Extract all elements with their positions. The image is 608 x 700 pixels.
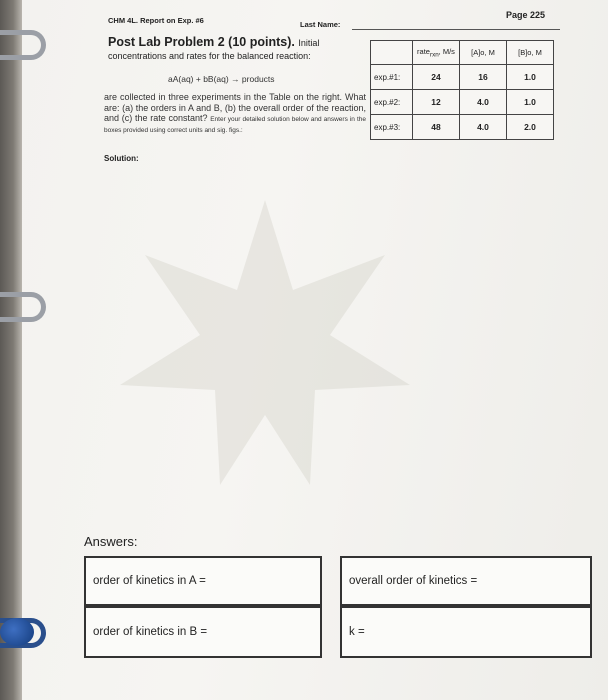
a-conc-cell: 4.0 (460, 115, 507, 140)
rate-constant-label: k = (349, 626, 365, 638)
description-text: are collected in three experiments in the Table on the right. What are: (a) the orders in A and B, (b) the overall order of the reaction, and (c) the rate constant? (104, 92, 366, 123)
row-label: exp.#3: (371, 115, 413, 140)
a-conc-cell: 16 (460, 65, 507, 90)
problem-title-bold: Post Lab Problem 2 (10 points). (108, 35, 295, 49)
b-conc-cell: 2.0 (507, 115, 554, 140)
problem-title (108, 36, 366, 62)
order-a-label: order of kinetics in A = (93, 575, 206, 587)
row-label: exp.#1: (371, 65, 413, 90)
table-row (371, 115, 554, 140)
b-conc-cell: 1.0 (507, 65, 554, 90)
course-header: CHM 4L. Report on Exp. #6 (108, 16, 204, 25)
binder-ring-middle (0, 292, 46, 322)
a-conc-cell: 4.0 (460, 90, 507, 115)
rate-header: rate$_{rxn}$, M/s (413, 41, 460, 65)
solution-label: Solution: (104, 154, 139, 163)
order-b-answer-box[interactable] (84, 606, 322, 658)
star-watermark (115, 195, 415, 495)
binder-ring-knob (0, 618, 34, 646)
last-name-label: Last Name: (300, 20, 341, 29)
rate-cell: 12 (413, 90, 460, 115)
last-name-line (352, 29, 560, 30)
overall-order-label: overall order of kinetics = (349, 575, 478, 587)
b-conc-header: [B]o, M (507, 41, 554, 65)
problem-description (104, 92, 366, 135)
binder-edge (0, 0, 22, 700)
a-conc-header: [A]o, M (460, 41, 507, 65)
rate-constant-answer-box[interactable] (340, 606, 592, 658)
b-conc-cell: 1.0 (507, 90, 554, 115)
data-table (370, 40, 554, 140)
order-a-answer-box[interactable] (84, 556, 322, 606)
rate-cell: 24 (413, 65, 460, 90)
empty-header-cell (371, 41, 413, 65)
overall-order-answer-box[interactable] (340, 556, 592, 606)
instructions-text: Enter your detailed solution below and answers in the boxes provided using correct units and sig. figs.: (104, 116, 366, 134)
table-header-row (371, 41, 554, 65)
problem-title-rest: Initial concentrations and rates for the balanced reaction: (108, 38, 320, 61)
row-label: exp.#2: (371, 90, 413, 115)
order-b-label: order of kinetics in B = (93, 626, 208, 638)
binder-ring-top (0, 30, 46, 60)
table-row (371, 90, 554, 115)
reaction-equation: aA(aq) + bB(aq) → products (168, 74, 275, 84)
table-row (371, 65, 554, 90)
answers-label: Answers: (84, 534, 138, 549)
page-number: Page 225 (506, 10, 546, 20)
rate-cell: 48 (413, 115, 460, 140)
